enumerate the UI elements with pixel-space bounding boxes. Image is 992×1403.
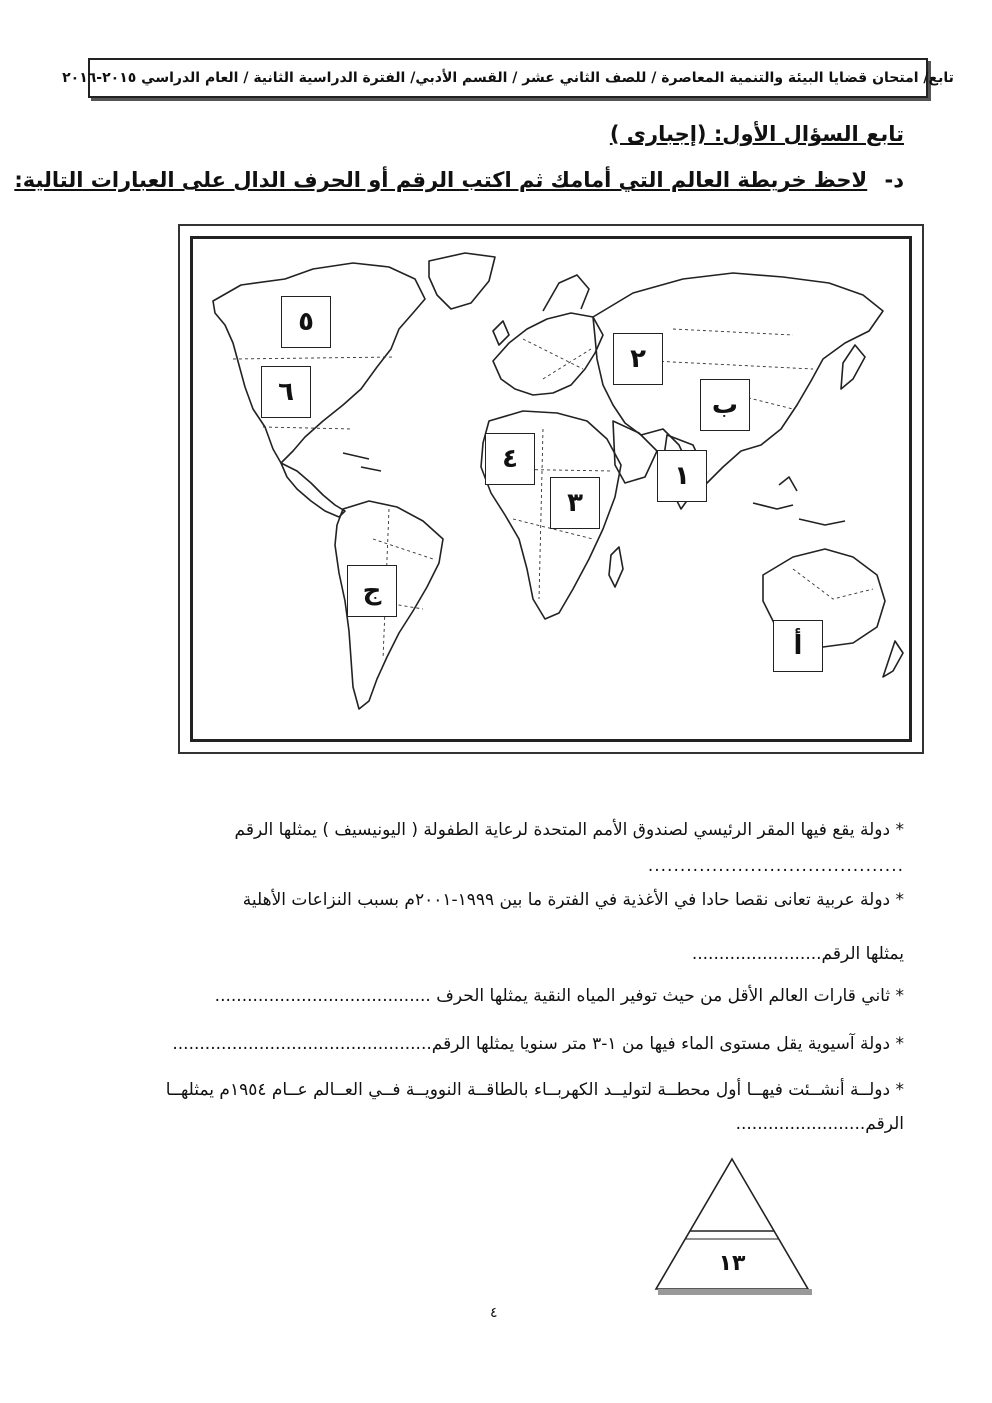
map-label-2: ٢ — [613, 333, 663, 385]
instruction — [14, 168, 904, 192]
map-label-j: ج — [347, 565, 397, 617]
question-4: * دولة آسيوية يقل مستوى الماء فيها من ١-٣ متر سنويا يمثلها الرقم................................................ — [172, 1034, 904, 1054]
map-label-b: ب — [700, 379, 750, 431]
question-1: * دولة يقع فيها المقر الرئيسي لصندوق الأمم المتحدة لرعاية الطفولة ( اليونيسيف ) يمثلها الرقم — [234, 820, 904, 840]
pyramid-score: ١٣ — [718, 1251, 746, 1276]
score-pyramid — [652, 1155, 812, 1299]
question-2-continuation: يمثلها الرقم........................ — [691, 944, 904, 964]
greenland-outline — [429, 253, 495, 309]
question-1-answer-line: ........................................ — [647, 856, 904, 876]
map-label-6: ٦ — [261, 366, 311, 418]
section-title: تابع السؤال الأول: (إجبارى ) — [609, 122, 904, 146]
world-map — [190, 236, 912, 742]
instruction-marker: د- — [884, 168, 904, 192]
question-5-continuation: الرقم........................ — [735, 1114, 904, 1134]
world-map-frame — [178, 224, 924, 754]
europe-outline — [493, 313, 603, 395]
exam-header-text: تابع/ امتحان قضايا البيئة والتنمية المعاصرة / للصف الثاني عشر / القسم الأدبي/ الفترة الدراسية الثانية / العام الدراسي ٢٠١٥-٢٠١٦ — [62, 70, 954, 86]
question-2: * دولة عربية تعانى نقصا حادا في الأغذية في الفترة ما بين ١٩٩٩-٢٠٠١م بسبب النزاعات الأهلية — [242, 890, 904, 910]
question-3: * ثاني قارات العالم الأقل من حيث توفير المياه النقية يمثلها الحرف ........................................ — [214, 986, 904, 1006]
map-label-1: ١ — [657, 450, 707, 502]
map-label-a: أ — [773, 620, 823, 672]
question-5: * دولــة أنشــئت فيهــا أول محطــة لتوليــد الكهربــاء بالطاقــة النوويــة فــي العــالم عــام ١٩٥٤م يمثلهــا — [165, 1080, 904, 1100]
exam-header — [62, 58, 954, 98]
central-america-outline — [281, 463, 345, 517]
map-label-5: ٥ — [281, 296, 331, 348]
instruction-text: لاحظ خريطة العالم التي أمامك ثم اكتب الرقم أو الحرف الدال على العبارات التالية: — [14, 168, 868, 192]
map-label-3: ٣ — [550, 477, 600, 529]
page-number: ٤ — [490, 1305, 498, 1321]
north-america-outline — [213, 263, 425, 463]
map-label-4: ٤ — [485, 433, 535, 485]
